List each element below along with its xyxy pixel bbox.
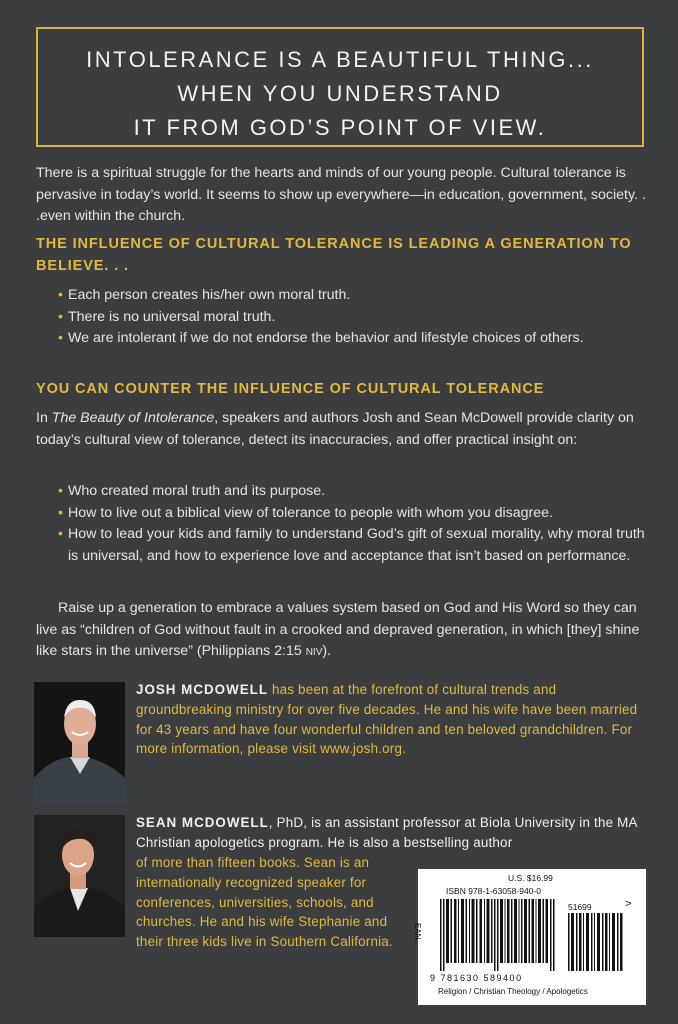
addon-barcode-icon: [568, 913, 624, 971]
price-code-text: 51699: [568, 902, 592, 912]
tagline-line-1: INTOLERANCE IS A BEAUTIFUL THING...: [86, 47, 594, 72]
bullet-dot-icon: •: [58, 504, 63, 521]
section1-bullets: [58, 285, 648, 350]
intro-paragraph: There is a spiritual struggle for the hearts and minds of our young people. Cultural tolerance is pervasive in today’s world. It seems to show up everywhere—in education, government, society. . .even within the church.: [36, 165, 646, 224]
josh-bio: JOSH MCDOWELL has been at the forefront of cultural trends and groundbreaking ministry for over five decades. He and his wife have been married for 43 years and have four wonderful children and ten beloved grandchildren. For more information, please visit www.josh.org.: [136, 682, 638, 757]
barcode-label: [413, 869, 646, 1005]
barcode-digits: 9 781630 589400: [430, 973, 523, 983]
author-name: SEAN MCDOWELL: [136, 815, 269, 830]
section2-intro: In The Beauty of Intolerance, speakers and authors Josh and Sean McDowell provide clarity on today’s cultural view of tolerance, detect its inaccuracies, and offer practical insight on:: [36, 410, 634, 448]
section2-heading: YOU CAN COUNTER THE INFLUENCE OF CULTURAL TOLERANCE: [36, 381, 545, 397]
sean-bio-bottom: of more than fifteen books. Sean is an internationally recognized speaker for conferences, universities, schools, and churches. He and his wife Stephanie and their three kids live in Southern California.: [136, 855, 393, 950]
section2-bullets: [58, 481, 648, 567]
list-item: • Each person creates his/her own moral truth.: [58, 285, 648, 307]
list-item: • How to live out a biblical view of tolerance to people with whom you disagree.: [58, 503, 648, 525]
bullet-dot-icon: •: [58, 308, 63, 325]
chevron-right-icon: >: [625, 898, 632, 910]
author-name: JOSH MCDOWELL: [136, 682, 269, 697]
category-text: Religion / Christian Theology / Apologetics: [438, 987, 588, 996]
bullet-dot-icon: •: [58, 526, 63, 542]
sean-mcdowell-photo: [34, 815, 125, 937]
closing-paragraph: Raise up a generation to embrace a values system based on God and His Word so they can live as “children of God without fault in a crooked and depraved generation, in which [they] shine like stars in the universe” (Philippians 2:15 NIV).: [36, 600, 640, 659]
ean-label: EAN: [413, 923, 422, 940]
section1-heading: THE INFLUENCE OF CULTURAL TOLERANCE IS LEADING A GENERATION TO BELIEVE. . .: [36, 236, 632, 274]
list-item: • We are intolerant if we do not endorse the behavior and lifestyle choices of others.: [58, 328, 648, 350]
list-item: • How to lead your kids and family to understand God’s gift of sexual morality, why moral truth is universal, and how to experience love and acceptance that isn’t based on performance.: [58, 526, 645, 564]
tagline-box: [36, 27, 644, 147]
josh-mcdowell-photo: [34, 682, 125, 804]
book-title: The Beauty of Intolerance: [51, 410, 215, 426]
bullet-dot-icon: •: [58, 330, 63, 346]
main-barcode-icon: [440, 899, 560, 971]
price-text: U.S. $16.99: [508, 873, 553, 883]
list-item: • There is no universal moral truth.: [58, 307, 648, 329]
list-item: • Who created moral truth and its purpose.: [58, 481, 648, 503]
tagline-line-3: IT FROM GOD’S POINT OF VIEW.: [133, 115, 547, 140]
bullet-dot-icon: •: [58, 287, 63, 303]
sean-bio-top: SEAN MCDOWELL, PhD, is an assistant professor at Biola University in the MA Christian apologetics program. He is also a bestselling author: [136, 815, 637, 850]
tagline-line-2: WHEN YOU UNDERSTAND: [177, 81, 503, 106]
isbn-text: ISBN 978-1-63058-940-0: [446, 886, 541, 896]
bullet-dot-icon: •: [58, 483, 63, 499]
